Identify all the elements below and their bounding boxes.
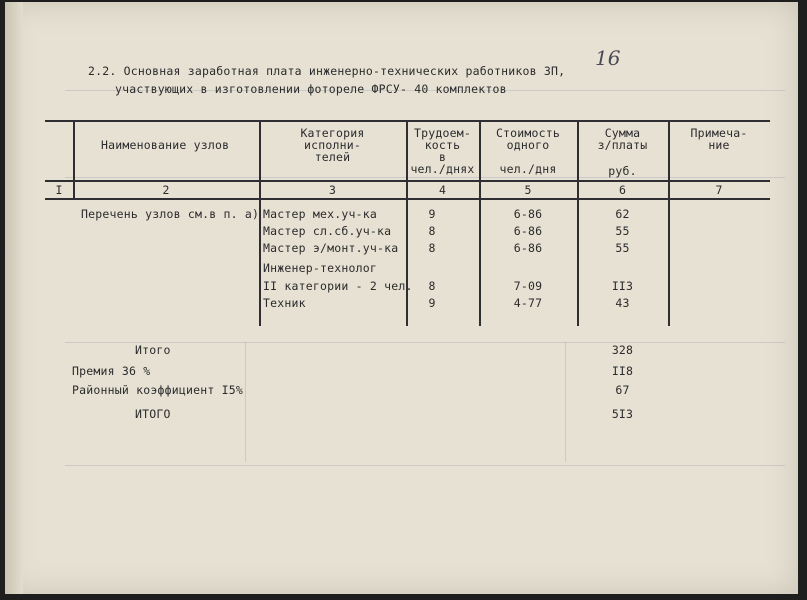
group-name: Перечень узлов см.в п. а) [81,207,260,221]
document-page: 16 2.2. Основная заработная плата инженерно-технических работников ЗП, участвующих в изготовлении фотореле ФРСУ- 40 комплектов Наименование узлов Категория исполни- телей Трудоем- кость в чел./днях Стоимость одного чел./дня Сумма з/платы руб. Примеча- ние I 2 3 4 5 6 7 Перечень узлов см.в п. а) Мастер мех.уч-ка 9 6-86 62 Мастер сл.сб.уч-ка 8 6-86 55 Мастер э/монт.уч-ка 8 6-86 55 Инженер-технолог II категории - 2 чел. 8 7-09 II3 Техник 9 4-77 43 Итого 328 Премия 36 % II8 Районный коэффициент I5% 67 ИТОГО 5I3 [5,2,798,594]
total-value: 328 [611,343,634,357]
header-name: Наименование узлов [101,138,230,152]
cell-category: Мастер мех.уч-ка [263,207,377,221]
cell-labor: 9 [428,296,436,310]
section-heading-line1: 2.2. Основная заработная плата инженерно-технических работников ЗП, [88,64,566,78]
section-heading-line2: участвующих в изготовлении фотореле ФРСУ- 40 комплектов [115,82,507,96]
cell-category: Мастер сл.сб.уч-ка [263,224,392,238]
cell-sum: 43 [615,296,630,310]
cell-cost: 6-86 [513,224,543,238]
grand-total-label: ИТОГО [135,407,171,421]
cell-category: Инженер-технолог [263,261,377,275]
regional-coefficient-label: Районный коэффициент I5% [72,383,243,397]
cell-cost: 4-77 [513,296,543,310]
cell-sum: 55 [615,224,630,238]
cell-cost: 6-86 [513,207,543,221]
bonus-value: II8 [611,364,634,378]
cell-category: II категории - 2 чел. [263,279,413,293]
cell-labor: 8 [428,241,436,255]
grand-total-value: 5I3 [611,407,634,421]
cell-labor: 9 [428,207,436,221]
cell-labor: 8 [428,224,436,238]
cell-sum: II3 [611,279,634,293]
regional-coefficient-value: 67 [615,383,630,397]
total-label: Итого [135,343,171,357]
bonus-label: Премия 36 % [72,364,151,378]
page-number: 16 [595,46,621,70]
cell-category: Мастер э/монт.уч-ка [263,241,399,255]
cell-cost: 7-09 [513,279,543,293]
cell-sum: 55 [615,241,630,255]
page-fold-shadow [5,2,23,594]
cell-cost: 6-86 [513,241,543,255]
cell-sum: 62 [615,207,630,221]
cell-labor: 8 [428,279,436,293]
cell-category: Техник [263,296,306,310]
